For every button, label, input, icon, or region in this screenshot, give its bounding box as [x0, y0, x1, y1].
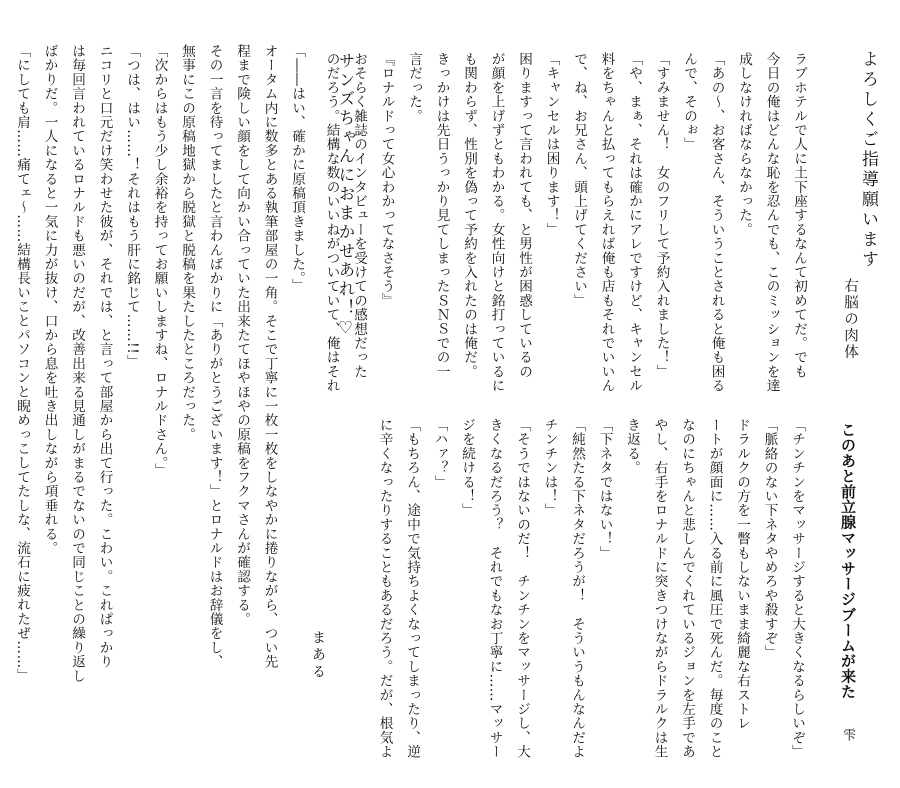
text-line: も関わらず、性別を偽って予約を入れたのは俺だ。 [461, 52, 477, 379]
text-line: 程まで険しい顔をして向かい合っていた出来たてほやほやの原稿をフクマさんが確認する。 [234, 44, 250, 627]
text-line: 「チンチンをマッサージすると大きくなるらしいぞ」 [789, 418, 805, 759]
text-line: おそらく雑誌のインタビューを受けての感想だった [351, 52, 367, 379]
text-line: 無事にこの原稿地獄から脱獄と脱稿を果たしたところだった。 [179, 44, 195, 442]
text-line: ニコリと口元だけ笑わせた彼が、それでは、と言って部屋から出て行った。こわい。これぱっかり [96, 44, 113, 669]
text-line: 「脈絡のない下ネタやめろや殺すぞ」 [761, 418, 778, 660]
text-line: 言だった。 [406, 52, 422, 123]
story1-author: 右脳の肉体 [842, 278, 858, 361]
text-line: 料をちゃんと払ってもらえれば俺も店もそれでいいん [598, 52, 615, 393]
text-line: で、ね、お兄さん、頭上げてください」 [571, 52, 587, 308]
text-line: ートが顔面に……入る前に風圧で死んだ。毎度のこと [706, 418, 723, 759]
story3-title: サンズちゃんにおまかせあれ！♡ [336, 52, 355, 340]
text-line: 困りますって言われても、と男性が困惑しているの [516, 52, 532, 379]
text-line: その一言を待ってましたと言わんばかりに「ありがとうございます！」とロナルドはお辞儀をし、 [206, 44, 223, 669]
text-line: 「キャンセルは困ります！」 [543, 52, 560, 237]
text-line: オータム内に数多とある執筆部屋の一角。そこで丁寧に一枚一枚をしなやかに捲りながら、つい先 [261, 44, 278, 669]
text-line: 「純然たる下ネタだろうが！ そういうもんなんだよ [569, 418, 585, 759]
text-line: 今日の俺はどんな恥を忍んでも、このミッションを達 [763, 52, 780, 393]
text-line: に辛くなったりすることもあるだろう。だが、根気よ [376, 418, 393, 759]
text-line: のだろう。結構な数のいいねがついていて、俺はそれ [323, 52, 340, 393]
text-line: 「そうではないのだ！ チンチンをマッサージし、大 [514, 418, 530, 759]
text-line: 「すみません！ 女のフリして予約入れました！」 [653, 52, 670, 379]
story3-author: まある [310, 630, 326, 681]
text-line: 「ハァ？」 [431, 418, 448, 489]
text-line: チンチンは！」 [541, 418, 558, 518]
story2-body [376, 418, 810, 759]
text-line: 「つは、はい……！それはもう肝に銘じて……!!」 [124, 44, 140, 369]
text-line: 「――はい、確かに原稿頂きました。」 [289, 44, 305, 293]
story2-author: 雫 [840, 728, 855, 741]
text-line: ジを続ける！」 [459, 418, 475, 518]
story2-title: このあと前立腺マッサージブームが来た [839, 422, 857, 700]
text-line: ドラルクの方を一瞥もしないまま綺麗な右ストレ [734, 418, 750, 731]
text-line: 「下ネタではない！」 [596, 418, 613, 560]
text-line: 「次からはもう少し余裕を持ってお願いしますね、ロナルドさん。」 [151, 44, 168, 478]
text-line: きくなるだろう？ それでもなお丁寧に……マッサー [486, 418, 503, 759]
text-line: 「にしても肩……痛てェ〜……結構長いことパソコンと睨めっこしてたしな、流石に疲れたぜ……」 [14, 44, 30, 683]
text-line: んで、そのぉ」 [681, 52, 697, 152]
text-line: ばかりだ。一人になると一気に力が抜け、口から息を吐き出しながら項垂れる。 [41, 44, 58, 556]
story1-title: よろしくご指導願います [858, 50, 878, 270]
text-line: やし、右手をロナルドに突きつけながらドラルクは生 [651, 418, 668, 759]
text-line: きっかけは先日うっかり見てしまったＳＮＳでの一 [433, 52, 450, 379]
story3-body [16, 44, 310, 750]
text-line: き返る。 [624, 418, 640, 475]
text-line: は毎回言われているロナルドも悪いのだが、改善出来る見通しがまるでないので同じことの繰り返し [69, 44, 85, 683]
text-line: 成しなければならなかった。 [736, 52, 752, 237]
text-line: 「あの〜、お客さん、そういうことされると俺も困る [708, 52, 725, 393]
text-line: 『ロナルドって女心わかってなさそう』 [378, 52, 395, 308]
text-line: が顔を上げずともわかる。女性向けと銘打っているに [488, 52, 505, 393]
text-line: 「もちろん、途中で気持ちよくなってしまったり、逆 [404, 418, 420, 759]
text-line: ラブホテルで人に土下座するなんて初めてだ。でも [791, 52, 807, 379]
text-line: 「や、まぁ、それは確かにアレですけど、キャンセル [626, 52, 642, 393]
text-line: なのにちゃんと悲しんでくれているジョンを左手であ [679, 418, 695, 759]
